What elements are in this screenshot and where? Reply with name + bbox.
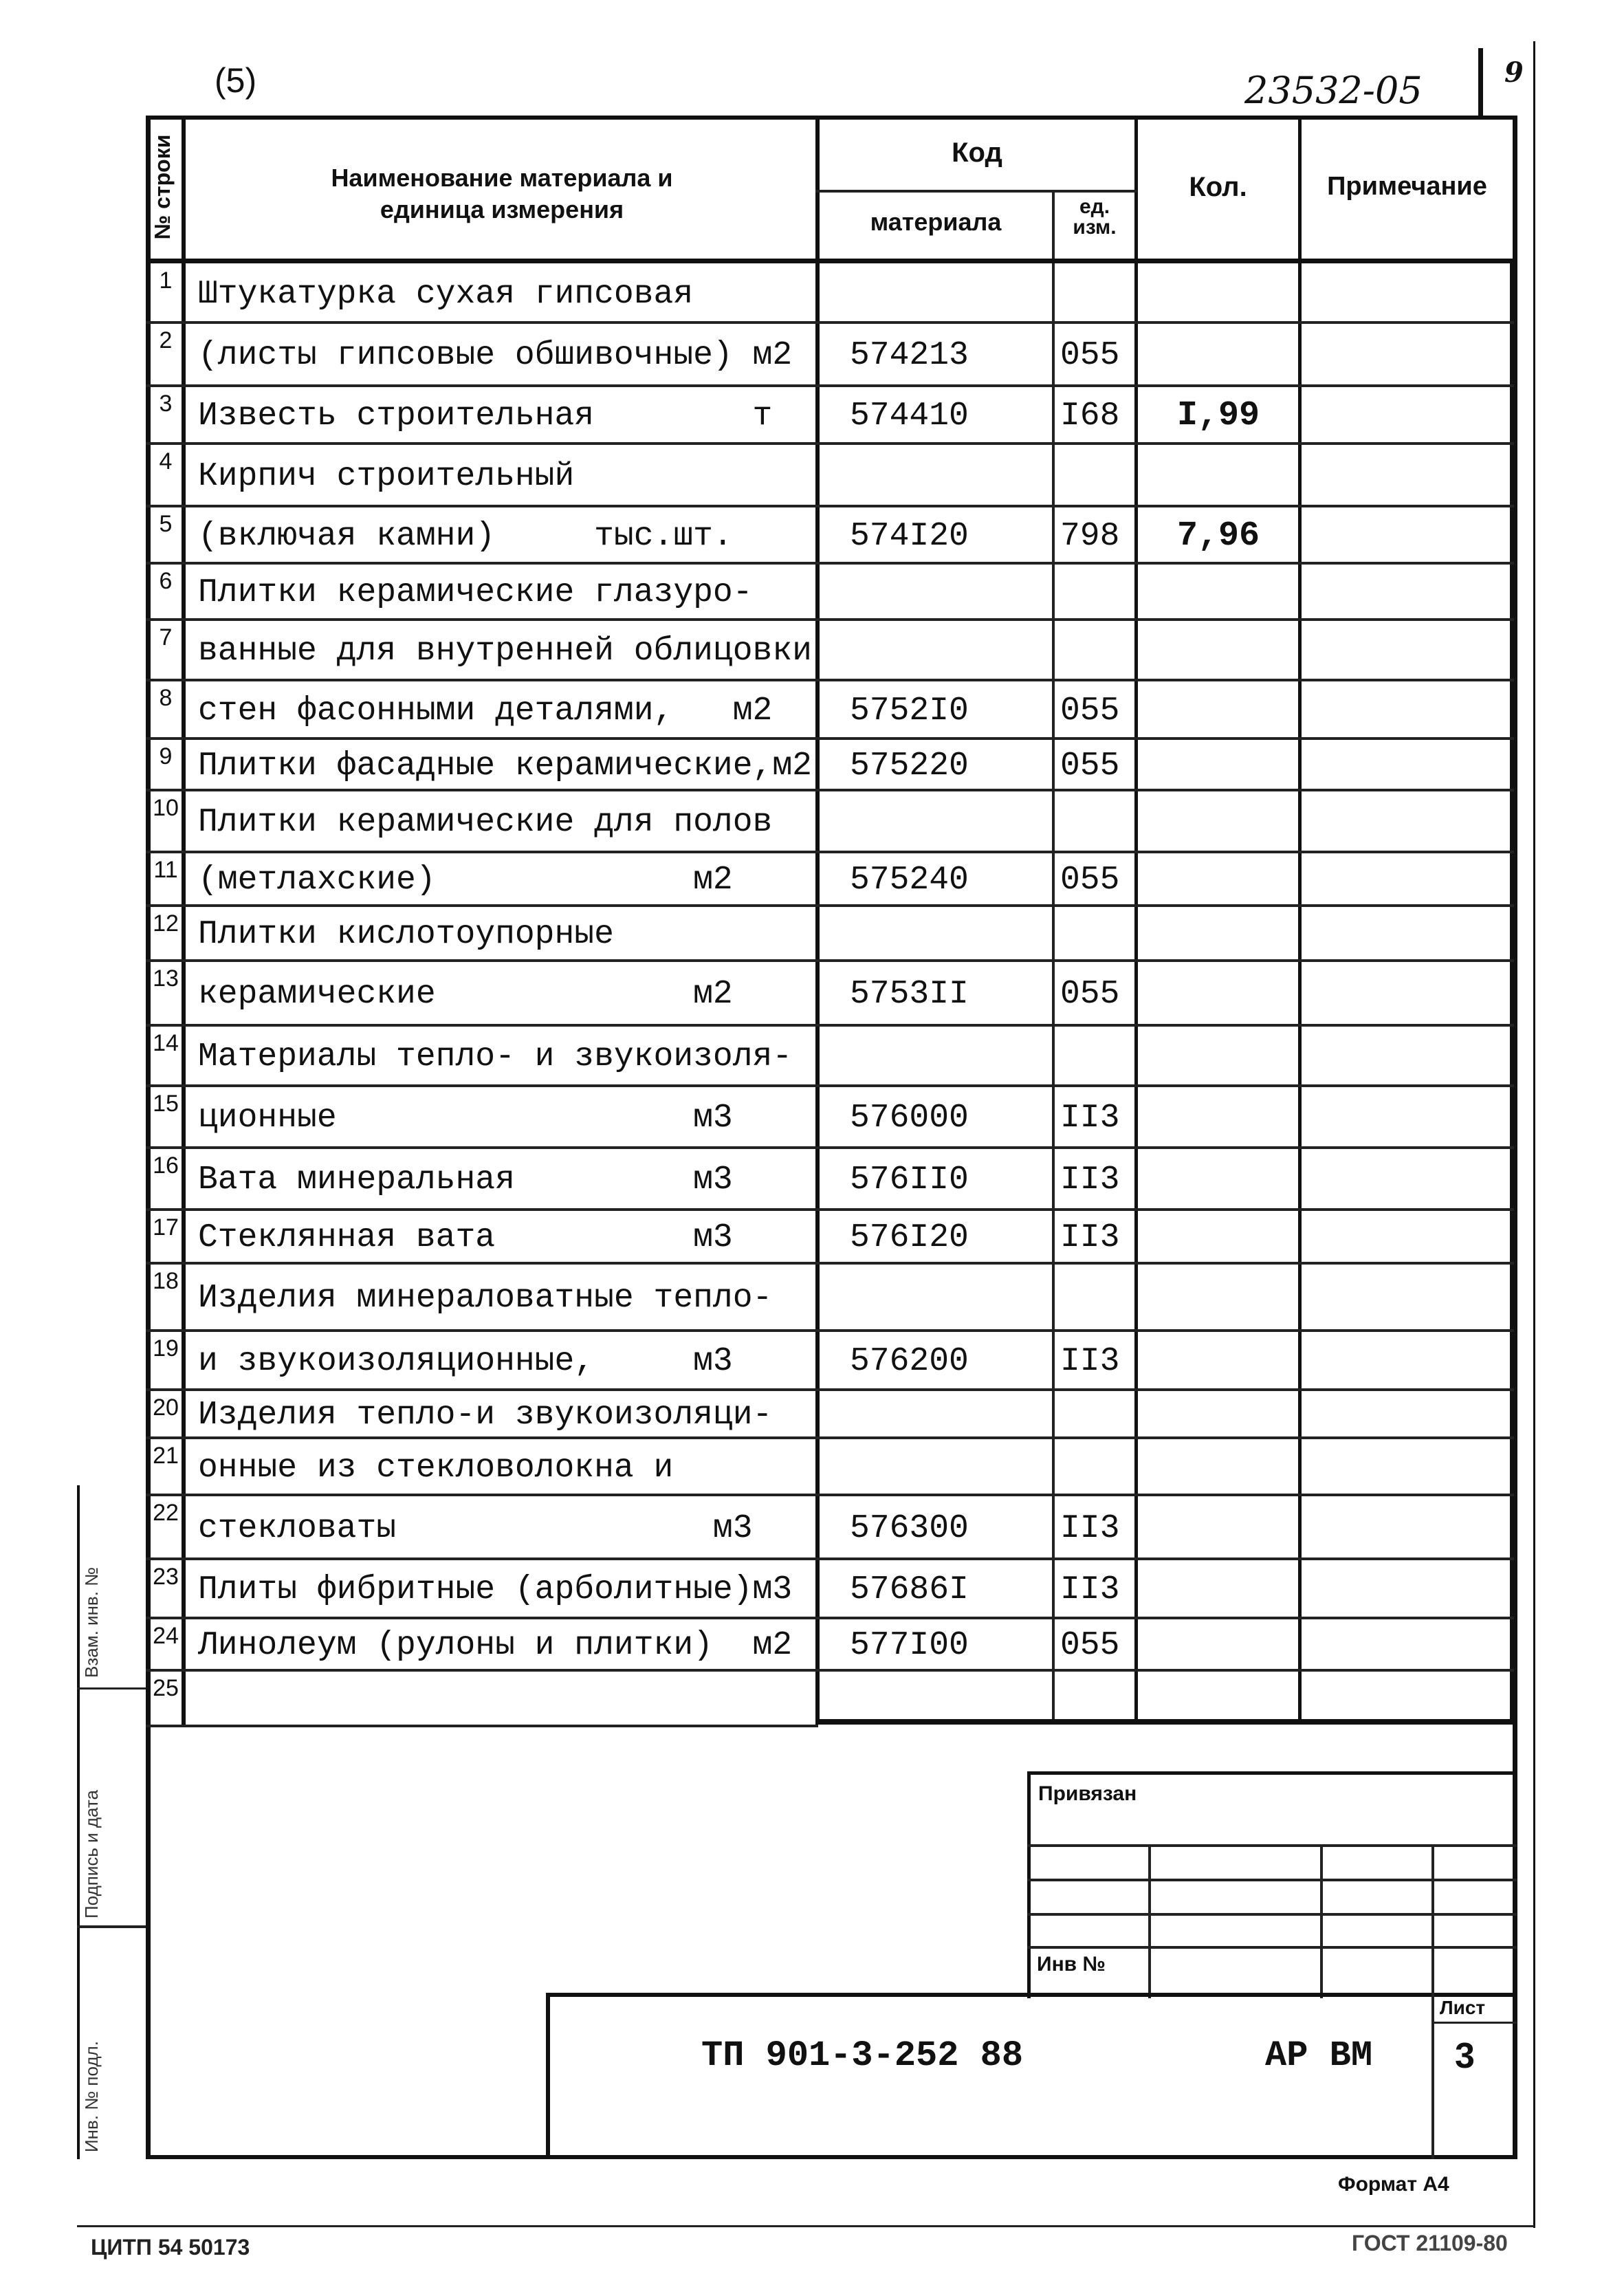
header-code-unit: ед. изм. <box>1073 195 1117 239</box>
header-code-material: материала <box>870 208 1002 236</box>
row-number: 24 <box>153 1623 179 1649</box>
row-number: 16 <box>153 1152 179 1179</box>
row-separator <box>146 618 1514 621</box>
material-code: 576200 <box>850 1343 969 1380</box>
row-number: 11 <box>153 857 178 883</box>
header-row-number <box>150 118 180 256</box>
material-code: 576II0 <box>850 1161 969 1199</box>
material-name: Линолеум (рулоны и плитки) м2 <box>198 1627 793 1664</box>
row-separator <box>146 1024 1514 1027</box>
material-code: 575240 <box>850 862 969 899</box>
material-name: Материалы тепло- и звукоизоля- <box>198 1038 793 1075</box>
row-number: 4 <box>159 448 173 474</box>
material-code: 576000 <box>850 1100 969 1137</box>
material-name: Изделия тепло-и звукоизоляци- <box>198 1397 773 1434</box>
stamp-privyazan: Привязан <box>1038 1782 1137 1805</box>
side-strip-line <box>77 1485 80 2159</box>
stamp-top <box>1027 1771 1517 1775</box>
header-bottom-line <box>146 259 1517 263</box>
col-line-code <box>815 116 820 1725</box>
page-right-border <box>1533 41 1535 2228</box>
material-name: керамические м2 <box>198 976 733 1013</box>
row-number: 25 <box>153 1675 179 1701</box>
page-number: 9 <box>1504 56 1524 89</box>
footer-left: ЦИТП 54 50173 <box>91 2235 250 2260</box>
stamp-col-3 <box>1431 1844 1434 1998</box>
material-code: 575220 <box>850 747 969 785</box>
stamp-row-4 <box>1027 1946 1517 1949</box>
row-separator <box>146 737 1514 740</box>
header-material-name: Наименование материала и единица измерения <box>331 164 673 223</box>
material-name: онные из стекловолокна и <box>198 1449 674 1487</box>
row25-bottom-line <box>146 1725 818 1727</box>
header-row-number-label: № строки <box>150 134 175 240</box>
material-name: (метлахские) м2 <box>198 862 733 899</box>
row-separator <box>146 1262 1514 1265</box>
stamp-row-1 <box>1027 1844 1517 1847</box>
material-name: Плитки керамические глазуро- <box>198 574 753 611</box>
table-top-border <box>146 116 1517 120</box>
material-name: Плитки керамические для полов <box>198 804 773 841</box>
row-separator <box>146 321 1514 324</box>
row-separator <box>146 1669 1514 1672</box>
unit-code: 055 <box>1060 976 1120 1013</box>
material-name: стекловаты м3 <box>198 1509 753 1547</box>
row-separator <box>146 1208 1514 1211</box>
row-separator <box>146 562 1514 565</box>
row-separator <box>146 1084 1514 1087</box>
material-name: Вата минеральная м3 <box>198 1161 733 1199</box>
stamp-row-2 <box>1027 1879 1517 1881</box>
row-number: 21 <box>153 1443 179 1469</box>
col-line-qty <box>1134 116 1138 1725</box>
row-number: 1 <box>159 267 173 294</box>
stamp-inv-no: Инв № <box>1037 1953 1106 1976</box>
row-number: 15 <box>153 1091 179 1117</box>
row-number: 23 <box>153 1564 179 1590</box>
header-split-code <box>815 190 1137 193</box>
row-separator <box>146 384 1514 387</box>
row-number: 18 <box>153 1268 179 1294</box>
row-number: 3 <box>159 391 173 417</box>
stamp-section: АР ВМ <box>1265 2035 1373 2076</box>
unit-code: II3 <box>1060 1571 1120 1608</box>
material-code: 5752I0 <box>850 692 969 730</box>
row-number: 19 <box>153 1335 179 1362</box>
paper-format: Формат А4 <box>1338 2173 1449 2196</box>
row-number: 9 <box>159 743 173 769</box>
unit-code: II3 <box>1060 1509 1120 1547</box>
material-name: и звукоизоляционные, м3 <box>198 1343 733 1380</box>
main-stamp-sheet-col <box>1431 1993 1434 2159</box>
row-separator <box>146 1557 1514 1560</box>
material-name: Плиты фибритные (арболитные)м3 <box>198 1571 793 1608</box>
header-code: Код <box>952 138 1002 168</box>
material-name: Кирпич строительный <box>198 457 575 495</box>
unit-code: 055 <box>1060 1627 1120 1664</box>
row-number: 10 <box>153 795 179 821</box>
unit-code: II3 <box>1060 1219 1120 1256</box>
unit-code: I68 <box>1060 397 1120 435</box>
row-separator <box>146 1146 1514 1149</box>
main-stamp-top <box>546 1993 1517 1997</box>
material-name: Стеклянная вата м3 <box>198 1219 733 1256</box>
unit-code: 055 <box>1060 747 1120 785</box>
stamp-doc-number: ТП 901-3-252 88 <box>701 2035 1024 2076</box>
main-stamp-sheet-row <box>1431 2022 1517 2024</box>
table-bottom-border <box>146 2155 1517 2159</box>
material-name: Штукатурка сухая гипсовая <box>198 275 694 313</box>
stamp-sheet-number: 3 <box>1455 2036 1475 2076</box>
material-code: 574213 <box>850 337 969 374</box>
footer-rule <box>77 2225 1535 2227</box>
row-number: 5 <box>159 511 173 537</box>
material-name: (включая камни) тыс.шт. <box>198 517 733 555</box>
material-code: 574410 <box>850 397 969 435</box>
header-quantity: Кол. <box>1189 172 1247 202</box>
row-number: 20 <box>153 1395 179 1421</box>
row-separator <box>146 789 1514 791</box>
footer-right: ГОСТ 21109-80 <box>1352 2231 1508 2255</box>
col-line-note <box>1298 116 1302 1725</box>
row-number: 13 <box>153 965 179 992</box>
row-separator <box>146 1617 1514 1619</box>
row-separator <box>146 1388 1514 1391</box>
header-note: Примечание <box>1327 172 1487 201</box>
material-name: ционные м3 <box>198 1100 733 1137</box>
row-separator <box>146 442 1514 445</box>
row-separator <box>146 1494 1514 1496</box>
unit-code: 055 <box>1060 337 1120 374</box>
quantity: 7,96 <box>1176 516 1260 556</box>
document-code: 23532-05 <box>1244 69 1423 112</box>
unit-code: 055 <box>1060 692 1120 730</box>
side-label-replacement: Взам. инв. № <box>81 1566 102 1678</box>
main-stamp-left <box>546 1993 550 2159</box>
col-line-rownum <box>182 116 186 1725</box>
unit-code: 055 <box>1060 862 1120 899</box>
stamp-col-2 <box>1320 1844 1323 1998</box>
body-bottom-line <box>815 1719 1514 1725</box>
stamp-row-3 <box>1027 1913 1517 1916</box>
col-line-body-right <box>1510 261 1514 1725</box>
material-name: стен фасонными деталями, м2 <box>198 692 773 730</box>
material-code: 574I20 <box>850 517 969 555</box>
row-number: 7 <box>159 624 173 651</box>
material-code: 577I00 <box>850 1627 969 1664</box>
stamp-left <box>1027 1771 1031 1998</box>
table-left-border <box>146 116 151 2159</box>
material-code: 5753II <box>850 976 969 1013</box>
material-name: Плитки кислотоупорные <box>198 916 614 953</box>
row-number: 14 <box>153 1030 179 1056</box>
unit-code: 798 <box>1060 517 1120 555</box>
material-name: ванные для внутренней облицовки <box>198 633 812 670</box>
side-label-inventory: Инв. № подл. <box>81 2041 102 2152</box>
side-strip-mid <box>77 1687 146 1690</box>
material-code: 57686I <box>850 1571 969 1608</box>
stamp-col-1 <box>1148 1844 1151 1998</box>
material-name: (листы гипсовые обшивочные) м2 <box>198 337 793 374</box>
row-separator <box>146 904 1514 907</box>
material-code: 576I20 <box>850 1219 969 1256</box>
row-separator <box>146 1329 1514 1332</box>
row-separator <box>146 679 1514 681</box>
row-separator <box>146 505 1514 507</box>
sheet-top-marker: (5) <box>215 61 257 100</box>
unit-code: II3 <box>1060 1100 1120 1137</box>
side-strip-bottom <box>77 1925 146 1928</box>
row-number: 2 <box>159 327 173 353</box>
quantity: I,99 <box>1176 396 1260 435</box>
stamp-sheet-label: Лист <box>1440 1997 1486 2018</box>
material-name: Плитки фасадные керамические,м2 <box>198 747 812 785</box>
side-label-signature: Подпись и дата <box>81 1789 102 1918</box>
material-name: Изделия минераловатные тепло- <box>198 1280 773 1317</box>
row-separator <box>146 959 1514 962</box>
row-separator <box>146 1436 1514 1439</box>
row-separator <box>146 851 1514 853</box>
row-number: 22 <box>153 1500 179 1526</box>
material-name: Известь строительная т <box>198 397 773 435</box>
row-number: 6 <box>159 568 173 594</box>
unit-code: II3 <box>1060 1161 1120 1199</box>
row-number: 8 <box>159 685 173 711</box>
material-code: 576300 <box>850 1509 969 1547</box>
row-number: 12 <box>153 910 179 937</box>
unit-code: II3 <box>1060 1343 1120 1380</box>
row-number: 17 <box>153 1214 179 1240</box>
